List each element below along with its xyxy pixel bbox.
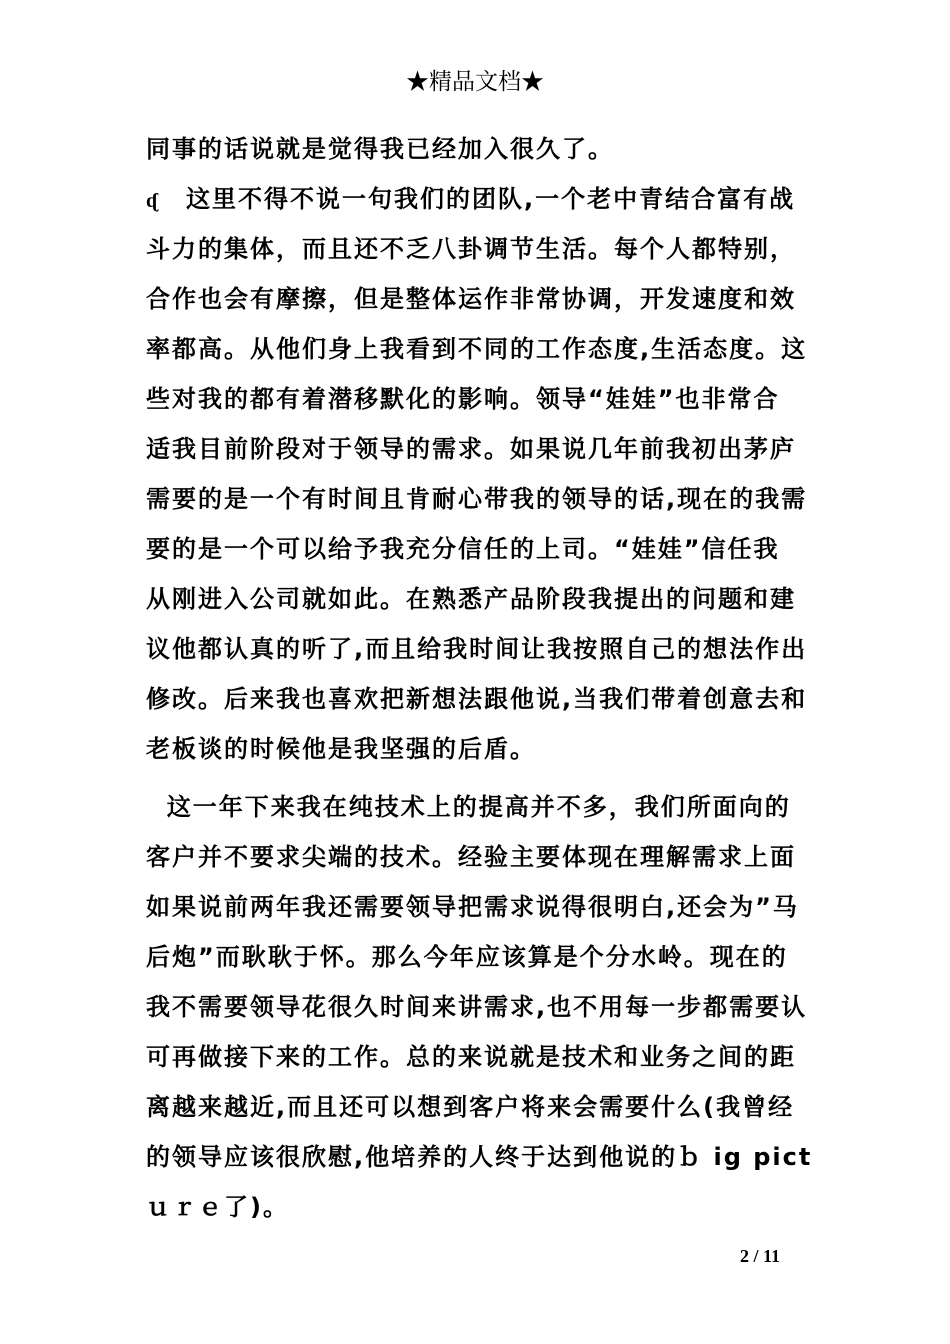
- text-line: 客户并不要求尖端的技术。经验主要体现在理解需求上面: [146, 843, 796, 871]
- text-line: 如果说前两年我还需要领导把需求说得很明白,还会为”马: [146, 893, 799, 921]
- text-line: 需要的是一个有时间且肯耐心带我的领导的话,现在的我需: [146, 485, 808, 513]
- text-line: 离越来越近,而且还可以想到客户将来会需要什么(我曾经: [146, 1093, 795, 1121]
- text-line: 适我目前阶段对于领导的需求。如果说几年前我初出茅庐: [146, 435, 796, 463]
- text-line: 合作也会有摩擦，但是整体运作非常协调，开发速度和效: [146, 285, 796, 313]
- text-line: 可再做接下来的工作。总的来说就是技术和业务之间的距: [146, 1043, 796, 1071]
- text-line: 从刚进入公司就如此。在熟悉产品阶段我提出的问题和建: [146, 585, 796, 613]
- text-line: 同事的话说就是觉得我已经加入很久了。: [146, 135, 614, 163]
- text-line-with-bullet: [146, 174, 808, 224]
- text-line: ｕｒｅ了)。: [146, 1193, 289, 1221]
- text-line: 要的是一个可以给予我充分信任的上司。“娃娃”信任我: [146, 535, 780, 563]
- text-line: 议他都认真的听了,而且给我时间让我按照自己的想法作出: [146, 635, 808, 663]
- text-line: 斗力的集体，而且还不乏八卦调节生活。每个人都特别，: [146, 235, 796, 263]
- page-number: 2 / 11: [740, 1246, 781, 1266]
- paragraph-2: [146, 174, 808, 774]
- text-line: 些对我的都有着潜移默化的影响。领导“娃娃”也非常合: [146, 385, 780, 413]
- paragraph-gap: [146, 774, 808, 782]
- text-line: 老板谈的时候他是我坚强的后盾。: [146, 735, 536, 763]
- page-header-title: ★精品文档★: [406, 69, 544, 95]
- paragraph-3: [146, 782, 813, 1232]
- text-line: 修改。后来我也喜欢把新想法跟他说,当我们带着创意去和: [146, 685, 808, 713]
- paragraph-1: [146, 124, 808, 174]
- text-line: 的领导应该很欣慰,他培养的人终于达到他说的ｂ ig pict: [146, 1143, 813, 1171]
- text-line: 我不需要领导花很久时间来讲需求,也不用每一步都需要认: [146, 993, 808, 1021]
- text-line: 这里不得不说一句我们的团队,一个老中青结合富有战: [186, 185, 796, 213]
- text-line: 这一年下来我在纯技术上的提高并不多，我们所面向的: [146, 793, 791, 821]
- bullet-glyph: ᶑ: [146, 188, 160, 212]
- text-line: 率都高。从他们身上我看到不同的工作态度,生活态度。这: [146, 335, 808, 363]
- document-body: [146, 124, 813, 1232]
- text-line: 后炮”而耿耿于怀。那么今年应该算是个分水岭。现在的: [146, 943, 788, 971]
